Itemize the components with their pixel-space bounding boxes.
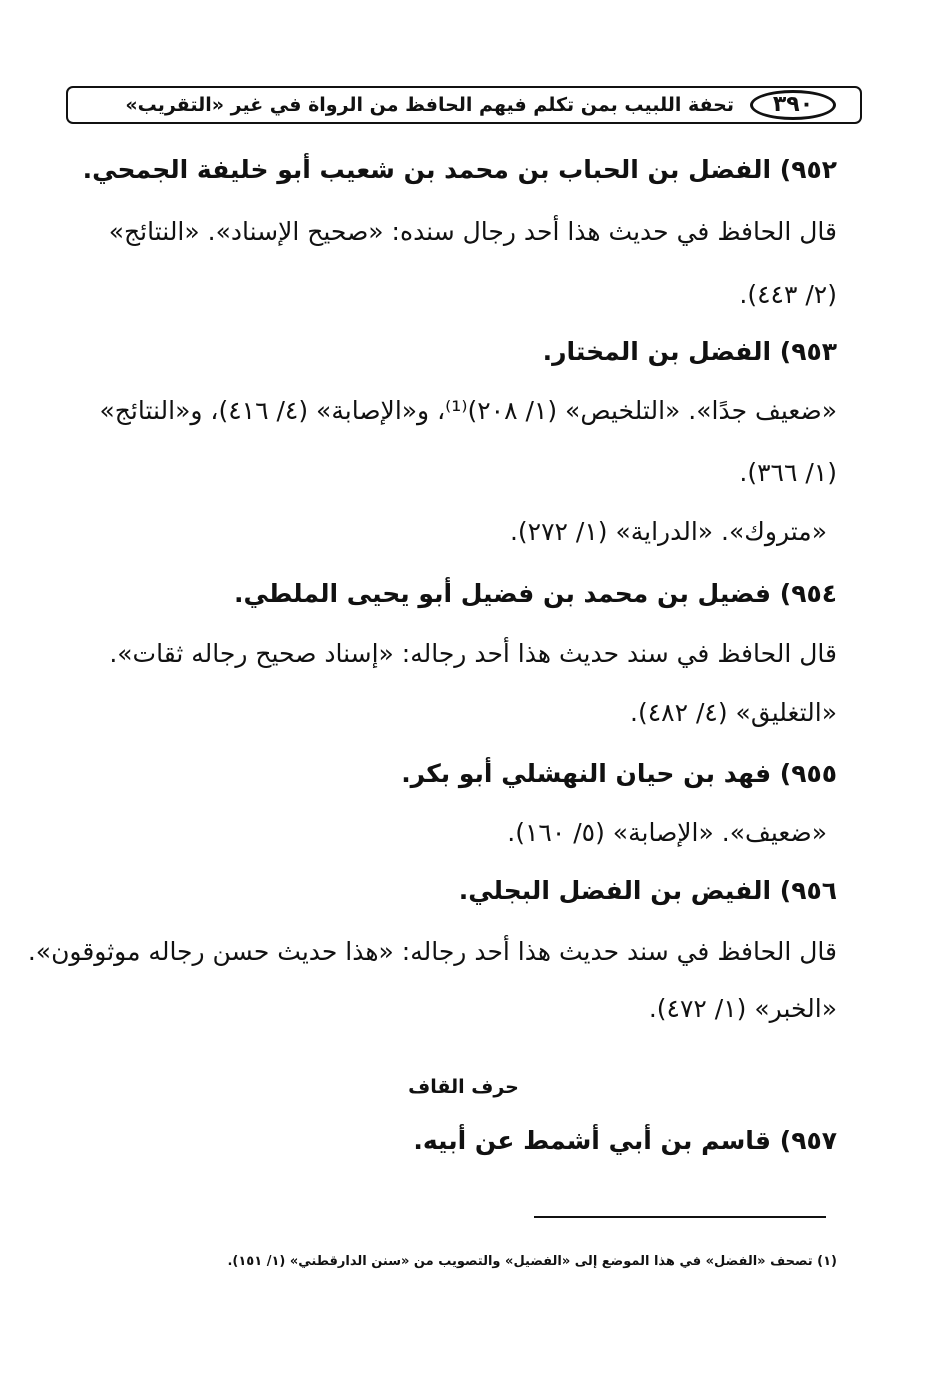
entry-name: فضيل بن محمد بن فضيل أبو يحيى الملطي. [234,579,772,608]
running-header [66,86,862,124]
entry-952-reference: (٢/ ٤٤٣). [739,280,837,309]
entry-956-reference: «الخبر» (١/ ٤٧٢). [648,994,837,1023]
entry-956-text: قال الحافظ في سند حديث هذا أحد رجاله: «هذا حديث حسن رجاله موثوقون». [27,937,837,966]
entry-953-text: «ضعيف جدًا». «التلخيص» (١/ ٢٠٨)⁽¹⁾، و«الإصابة» (٤/ ٤١٦)، و«النتائج» [99,396,837,425]
entry-953-heading [543,339,837,364]
entry-name: فهد بن حيان النهشلي أبو بكر. [401,759,772,788]
entry-name: الفيض بن الفضل البجلي. [458,876,772,905]
entry-953-reference: (١/ ٣٦٦). [739,458,837,487]
entry-name: قاسم بن أبي أشمط عن أبيه. [413,1126,772,1155]
entry-number: ٩٥٦) [779,876,837,905]
entry-name: الفضل بن المختار. [542,337,772,366]
entry-number: ٩٥٧) [779,1126,837,1155]
entry-954-text: قال الحافظ في سند حديث هذا أحد رجاله: «إسناد صحيح رجاله ثقات». [109,639,837,668]
running-title: تحفة اللبيب بمن تكلم فيهم الحافظ من الرواة في غير «التقريب» [125,94,734,116]
entry-957-heading [413,1128,837,1153]
entry-number: ٩٥٣) [779,337,837,366]
section-heading: حرف القاف [408,1076,519,1098]
entry-956-heading [459,878,837,903]
entry-955-heading [401,761,837,786]
entry-954-heading [234,581,837,606]
entry-name: الفضل بن الحباب بن محمد بن شعيب أبو خليفة الجمحي. [82,155,772,184]
entry-number: ٩٥٢) [779,155,837,184]
page-number: ٣٩٠ [750,90,836,120]
entry-955-text: «ضعيف». «الإصابة» (٥/ ١٦٠). [507,818,827,847]
entry-954-reference: «التغليق» (٤/ ٤٨٢). [630,698,837,727]
entry-number: ٩٥٤) [779,579,837,608]
entry-952-text: قال الحافظ في حديث هذا أحد رجال سنده: «صحيح الإسناد». «النتائج» [108,217,837,246]
footnote-separator [534,1216,826,1218]
entry-952-heading [83,157,837,182]
entry-953-text-2: «متروك». «الدراية» (١/ ٢٧٢). [509,517,827,546]
entry-number: ٩٥٥) [779,759,837,788]
footnote: (١) تصحف «الفضل» في هذا الموضع إلى «الفضيل» والتصويب من «سنن الدارقطني» (١/ ١٥١). [227,1254,837,1269]
